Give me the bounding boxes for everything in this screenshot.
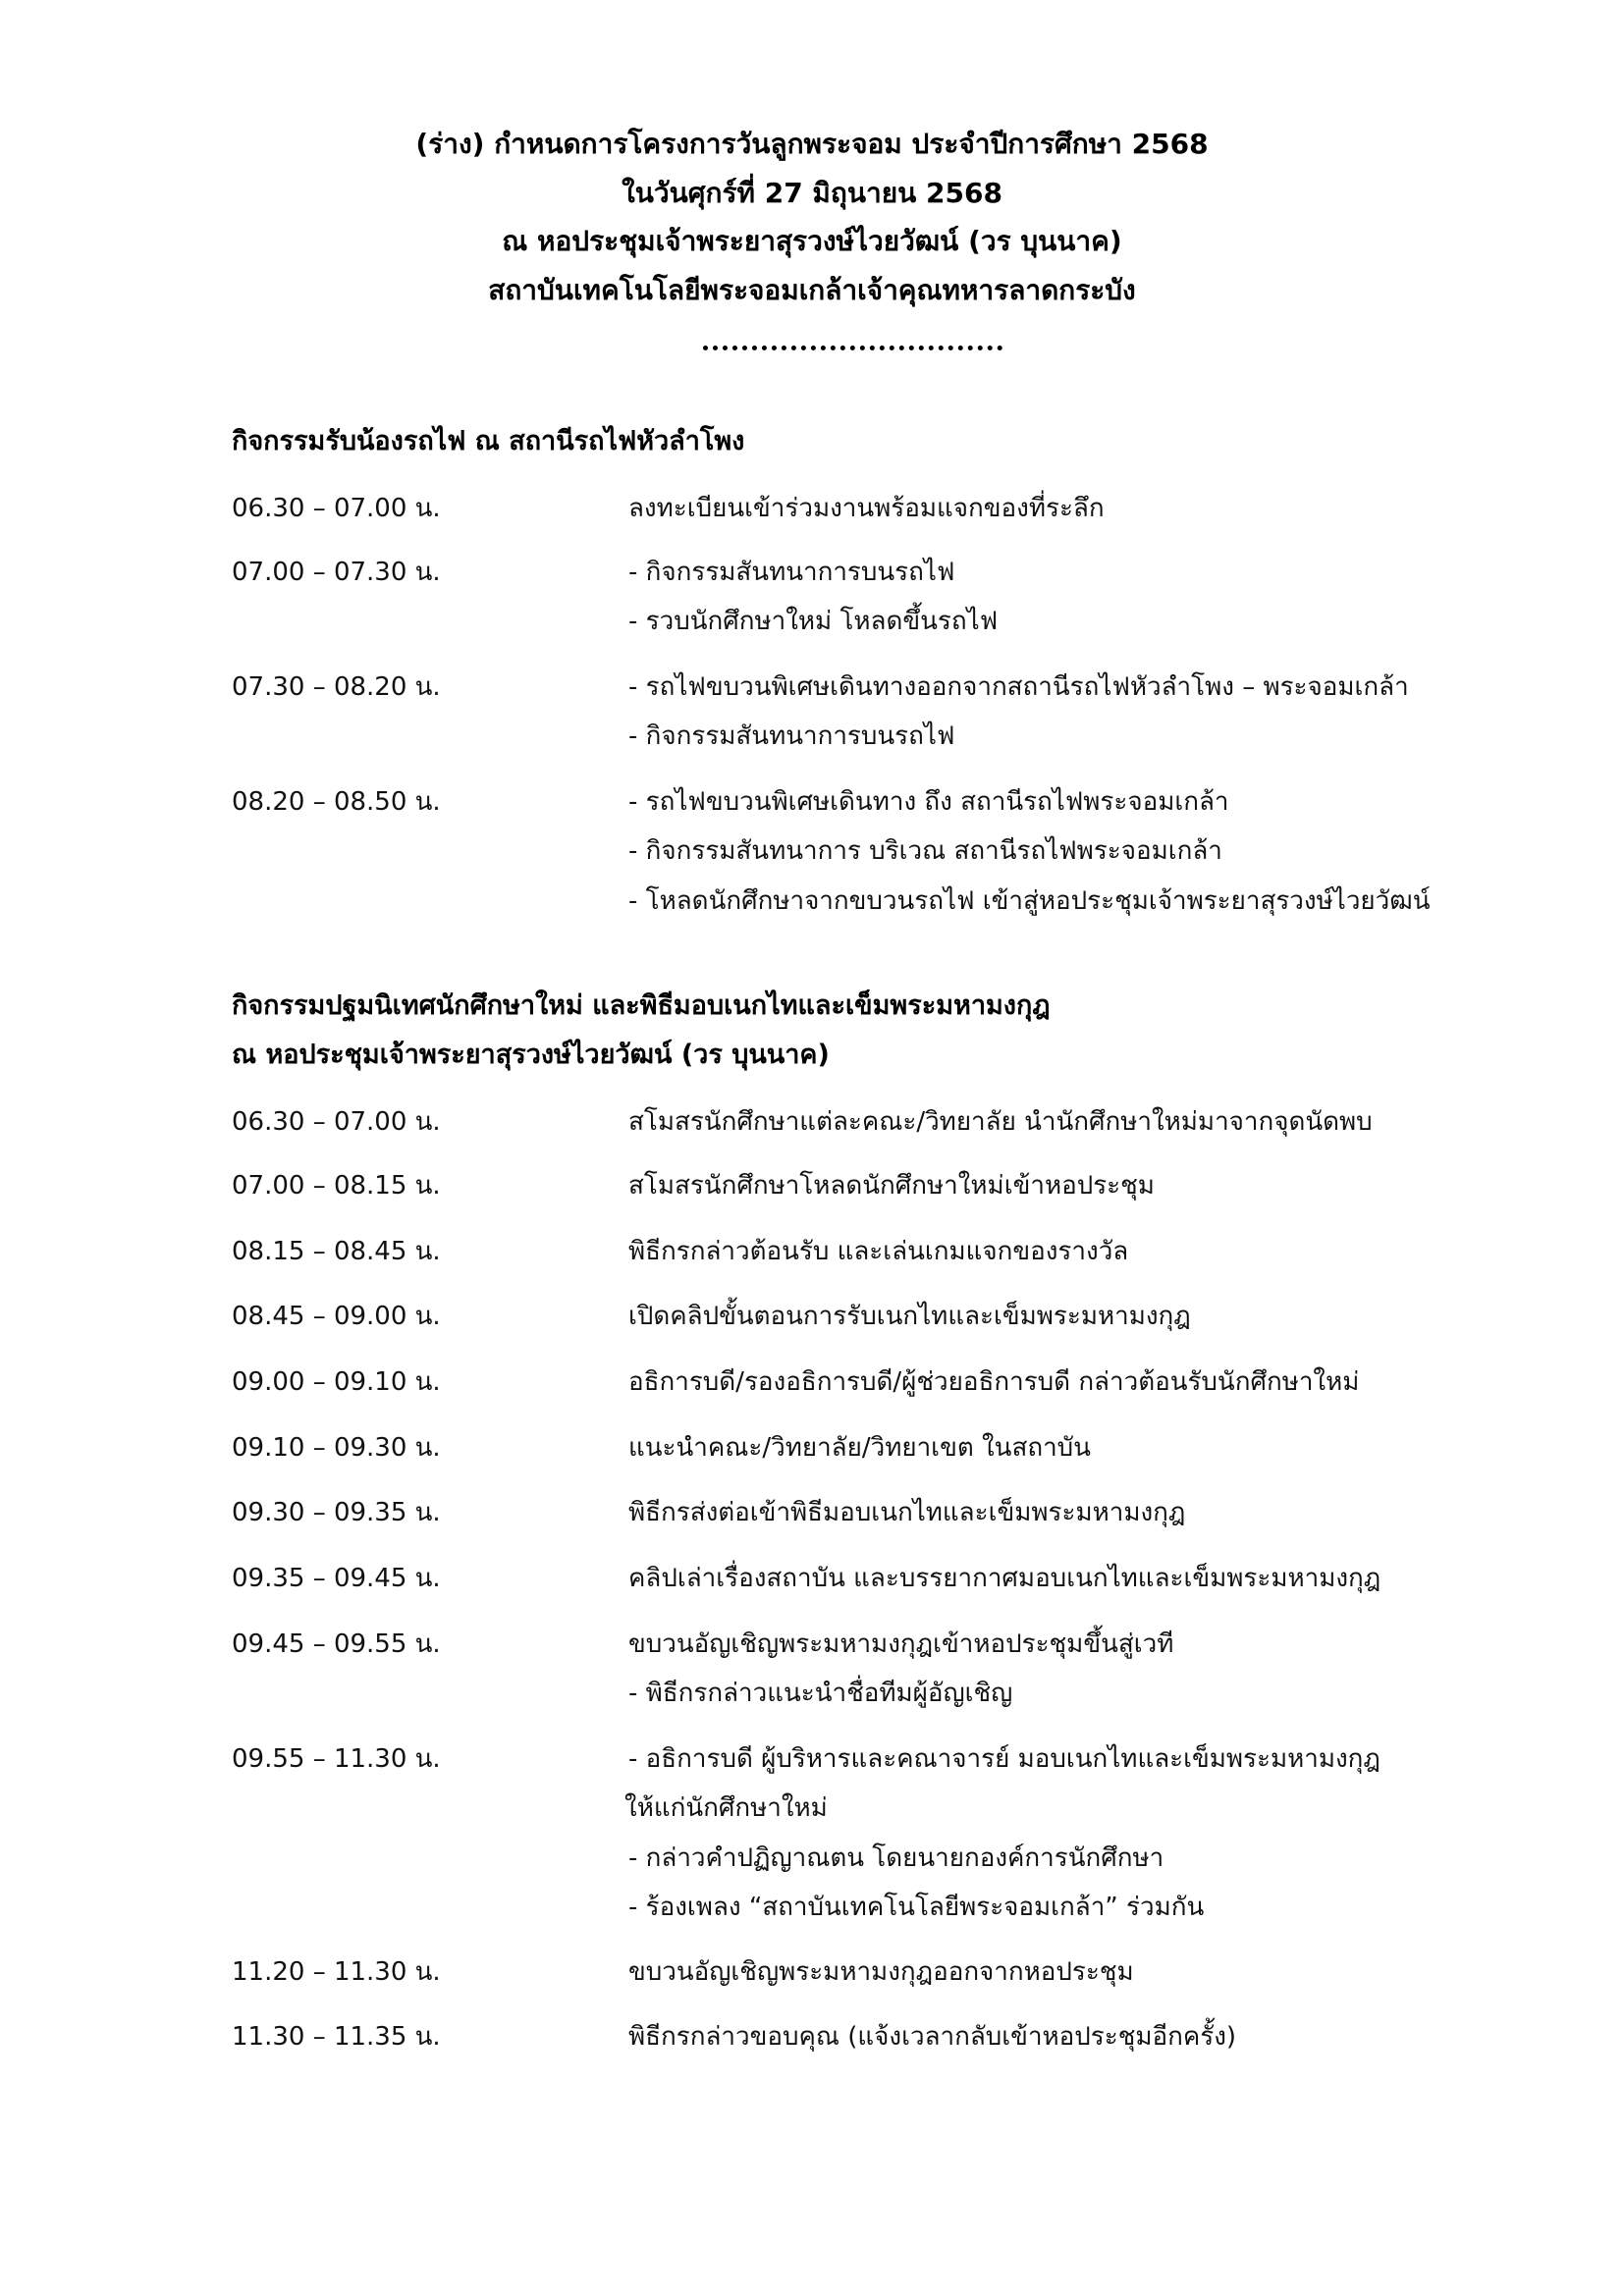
activity-description [628,1362,1359,1412]
title-line: ณ หอประชุมเจ้าพระยาสุรวงษ์ไวยวัฒน์ (วร บุนนาค) [502,225,1122,257]
activity-line: - โหลดนักศึกษาจากขบวนรถไฟ เข้าสู่หอประชุมเจ้าพระยาสุรวงษ์ไวยวัฒน์ [628,885,1431,916]
time-range: 06.30 – 07.00 น. [232,1107,441,1137]
activity-line: - ร้องเพลง “สถาบันเทคโนโลยีพระจอมเกล้า” ร่วมกัน [628,1892,1205,1922]
time-range: 08.15 – 08.45 น. [232,1237,441,1266]
activity-description [628,667,1409,767]
activity-description [628,2017,1236,2066]
activity-line: ลงทะเบียนเข้าร่วมงานพร้อมแจกของที่ระลึก [628,494,1105,523]
activity-description [628,553,998,652]
activity-description [628,782,1431,931]
activity-description [628,1493,1185,1542]
title-line: สถาบันเทคโนโลยีพระจอมเกล้าเจ้าคุณทหารลาดกระบัง [488,273,1136,306]
title-line: (ร่าง) กำหนดการโครงการวันลูกพระจอม ประจำปีการศึกษา 2568 [415,128,1209,160]
activity-line: - รวบนักศึกษาใหม่ โหลดขึ้นรถไฟ [628,607,999,637]
time-range: 11.20 – 11.30 น. [232,1957,441,1987]
activity-line: ให้แก่นักศึกษาใหม่ [624,1793,828,1824]
dotted-separator [703,346,1002,356]
activity-line: ขบวนอัญเชิญพระมหามงกุฎเข้าหอประชุมขึ้นสู่เวที [628,1629,1174,1659]
activity-line: คลิปเล่าเรื่องสถาบัน และบรรยากาศมอบเนกไทและเข็มพระมหามงกุฎ [628,1564,1381,1593]
activity-description [628,1428,1091,1477]
time-range: 11.30 – 11.35 น. [232,2022,441,2052]
time-range: 09.30 – 09.35 น. [232,1498,441,1527]
activity-line: - รถไฟขบวนพิเศษเดินทาง ถึง สถานีรถไฟพระจอมเกล้า [628,787,1229,817]
activity-description [628,1297,1191,1346]
activity-line: พิธีกรส่งต่อเข้าพิธีมอบเนกไทและเข็มพระมหามงกุฎ [628,1498,1186,1527]
section-heading: กิจกรรมรับน้องรถไฟ ณ สถานีรถไฟหัวลำโพง [232,426,745,456]
time-range: 06.30 – 07.00 น. [232,494,441,523]
time-range: 07.00 – 08.15 น. [232,1171,441,1201]
time-range: 08.45 – 09.00 น. [232,1302,441,1331]
time-range: 09.35 – 09.45 น. [232,1564,441,1593]
time-range: 09.55 – 11.30 น. [232,1744,441,1774]
time-range: 09.10 – 09.30 น. [232,1433,441,1463]
activity-line: ขบวนอัญเชิญพระมหามงกุฎออกจากหอประชุม [628,1957,1134,1987]
section-heading: กิจกรรมปฐมนิเทศนักศึกษาใหม่ และพิธีมอบเนกไทและเข็มพระมหามงกุฎ [232,990,1051,1021]
activity-line: - พิธีกรกล่าวแนะนำชื่อทีมผู้อัญเชิญ [628,1679,1013,1709]
activity-line: - กิจกรรมสันทนาการ บริเวณ สถานีรถไฟพระจอมเกล้า [628,836,1222,867]
activity-line: - กิจกรรมสันทนาการบนรถไฟ [628,721,955,752]
section-heading-venue: ณ หอประชุมเจ้าพระยาสุรวงษ์ไวยวัฒน์ (วร บุนนาค) [232,1040,830,1070]
time-range: 09.00 – 09.10 น. [232,1367,441,1397]
activity-description [628,1102,1373,1151]
activity-line: - รถไฟขบวนพิเศษเดินทางออกจากสถานีรถไฟหัวลำโพง – พระจอมเกล้า [628,672,1409,702]
activity-line: พิธีกรกล่าวขอบคุณ (แจ้งเวลากลับเข้าหอประชุมอีกครั้ง) [628,2022,1237,2052]
activity-description [628,1952,1134,2002]
activity-line: แนะนำคณะ/วิทยาลัย/วิทยาเขต ในสถาบัน [628,1433,1091,1463]
time-range: 07.00 – 07.30 น. [232,558,441,587]
activity-line: เปิดคลิปขั้นตอนการรับเนกไทและเข็มพระมหามงกุฎ [628,1302,1191,1331]
document-title [0,120,1624,314]
time-range: 09.45 – 09.55 น. [232,1629,441,1659]
activity-description [624,1739,1380,1937]
activity-line: - อธิการบดี ผู้บริหารและคณาจารย์ มอบเนกไทและเข็มพระมหามงกุฎ [628,1744,1380,1774]
activity-description [628,1625,1173,1724]
time-range: 08.20 – 08.50 น. [232,787,441,817]
activity-line: สโมสรนักศึกษาโหลดนักศึกษาใหม่เข้าหอประชุม [628,1171,1155,1201]
activity-line: พิธีกรกล่าวต้อนรับ และเล่นเกมแจกของรางวัล [628,1237,1129,1266]
time-range: 07.30 – 08.20 น. [232,672,441,702]
activity-description [628,1232,1128,1281]
title-line: ในวันศุกร์ที่ 27 มิถุนายน 2568 [622,176,1002,209]
activity-line: สโมสรนักศึกษาแต่ละคณะ/วิทยาลัย นำนักศึกษาใหม่มาจากจุดนัดพบ [628,1107,1373,1137]
activity-description [628,1166,1155,1215]
activity-description [628,1559,1380,1608]
activity-description [628,489,1105,538]
activity-line: อธิการบดี/รองอธิการบดี/ผู้ช่วยอธิการบดี กล่าวต้อนรับนักศึกษาใหม่ [628,1367,1360,1397]
activity-line: - กิจกรรมสันทนาการบนรถไฟ [628,558,955,587]
activity-line: - กล่าวคำปฏิญาณตน โดยนายกองค์การนักศึกษา [628,1842,1164,1873]
